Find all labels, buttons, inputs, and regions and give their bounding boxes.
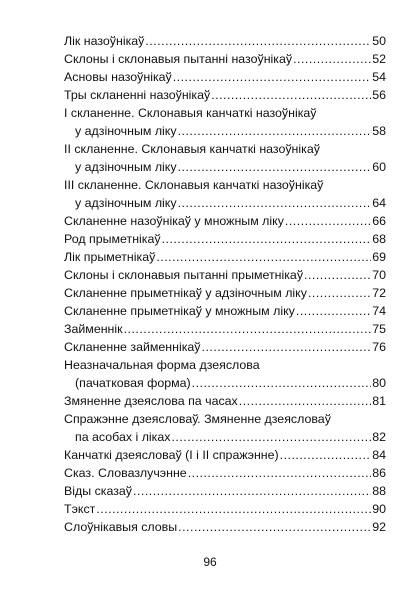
toc-entry-title-continued: па асобах і ліках	[75, 430, 171, 444]
toc-entry-title-continued: у адзіночным ліку	[75, 160, 177, 174]
toc-entry-title: Канчаткі дзеясловаў (І і ІІ спражэнне)	[64, 448, 279, 462]
toc-page-number: 90	[372, 502, 386, 516]
toc-page-number: 80	[372, 376, 386, 390]
toc-entry	[64, 248, 386, 266]
toc-page-number: 58	[372, 124, 386, 138]
toc-entry	[64, 176, 386, 212]
toc-entry	[64, 104, 386, 140]
toc-entry	[64, 482, 386, 500]
toc-page-number: 81	[372, 394, 386, 408]
toc-page-number: 64	[372, 196, 386, 210]
toc-dot-leader	[178, 194, 372, 212]
toc-dot-leader	[308, 284, 371, 302]
toc-dot-leader	[192, 374, 372, 392]
toc-page-number: 66	[372, 214, 386, 228]
toc-entry	[64, 518, 386, 536]
toc-dot-leader	[133, 482, 371, 500]
toc-entry-title: Склоны і склонавыя пытанні назоўнікаў	[64, 52, 293, 66]
toc-entry-title: Тэкст	[64, 502, 96, 516]
toc-entry	[64, 284, 386, 302]
toc-entry-title: Займеннік	[64, 322, 123, 336]
toc-dot-leader	[280, 446, 372, 464]
toc-dot-leader	[145, 32, 371, 50]
toc-entry	[64, 140, 386, 176]
toc-dot-leader	[285, 212, 371, 230]
toc-entry-title: Неазначальная форма дзеяслова	[64, 358, 260, 372]
toc-entry	[64, 392, 386, 410]
toc-dot-leader	[124, 320, 372, 338]
toc-entry-title: Лік назоўнікаў	[64, 34, 145, 48]
toc-entry	[64, 230, 386, 248]
toc-entry	[64, 86, 386, 104]
toc-dot-leader	[171, 428, 371, 446]
toc-page-number: 86	[372, 466, 386, 480]
toc-entry-title: Тры скланенні назоўнікаў	[64, 88, 211, 102]
toc-entry-continuation	[64, 428, 386, 446]
toc-entry-title: Скланенне назоўнікаў у множным ліку	[64, 214, 284, 228]
toc-dot-leader	[239, 392, 371, 410]
toc-entry	[64, 320, 386, 338]
toc-entry-title: Скланенне займеннікаў	[64, 340, 201, 354]
toc-entry	[64, 500, 386, 518]
toc-entry	[64, 50, 386, 68]
toc-entry-title: Склоны і склонавыя пытанні прыметнікаў	[64, 268, 304, 282]
toc-entry	[64, 266, 386, 284]
toc-dot-leader	[178, 122, 372, 140]
page-number: 96	[203, 555, 217, 569]
toc-entry-title: Скланенне прыметнікаў у множным ліку	[64, 304, 295, 318]
toc-entry	[64, 464, 386, 482]
toc-page-number: 72	[372, 286, 386, 300]
toc-page-number: 74	[372, 304, 386, 318]
toc-page-number: 92	[372, 520, 386, 534]
toc-entry-title-continued: у адзіночным ліку	[75, 196, 177, 210]
toc-entry	[64, 68, 386, 86]
toc-page-number: 69	[372, 250, 386, 264]
toc-entry	[64, 212, 386, 230]
toc-entry-title: Лік прыметнікаў	[64, 250, 156, 264]
toc-entry-title: Сказ. Словазлучэнне	[64, 466, 187, 480]
toc-dot-leader	[211, 86, 371, 104]
toc-entry-title: Спражэнне дзеясловаў. Змяненне дзеясловаў	[64, 412, 331, 426]
toc-entry-continuation	[64, 122, 386, 140]
toc-entry	[64, 302, 386, 320]
toc-entry	[64, 338, 386, 356]
table-of-contents	[64, 32, 386, 536]
toc-page-number: 68	[372, 232, 386, 246]
toc-dot-leader	[188, 464, 372, 482]
toc-entry-continuation	[64, 374, 386, 392]
toc-entry-title: Слоўнікавыя словы	[64, 520, 178, 534]
toc-dot-leader	[178, 158, 372, 176]
toc-entry-title: Скланенне прыметнікаў у адзіночным ліку	[64, 286, 307, 300]
toc-page-number: 70	[372, 268, 386, 282]
toc-dot-leader	[162, 230, 372, 248]
toc-dot-leader	[173, 68, 371, 86]
toc-page-number: 75	[372, 322, 386, 336]
toc-page-number: 60	[372, 160, 386, 174]
toc-entry-title: ІІ скланенне. Склонавыя канчаткі назоўнікаў	[64, 142, 320, 156]
toc-dot-leader	[178, 518, 371, 536]
toc-entry	[64, 356, 386, 392]
toc-page-number: 82	[372, 430, 386, 444]
toc-page-number: 88	[372, 484, 386, 498]
toc-dot-leader	[156, 248, 371, 266]
toc-dot-leader	[96, 500, 371, 518]
toc-entry	[64, 32, 386, 50]
toc-entry-title-continued: (пачатковая форма)	[75, 376, 191, 390]
toc-dot-leader	[293, 50, 371, 68]
toc-entry-title: Асновы назоўнікаў	[64, 70, 172, 84]
toc-entry-continuation	[64, 158, 386, 176]
toc-entry-continuation	[64, 194, 386, 212]
toc-dot-leader	[296, 302, 371, 320]
toc-entry-title: Род прыметнікаў	[64, 232, 161, 246]
toc-entry-title: ІІІ скланенне. Склонавыя канчаткі назоўнікаў	[64, 178, 324, 192]
toc-entry-title: І скланенне. Склонавыя канчаткі назоўнікаў	[64, 106, 317, 120]
toc-entry-title-continued: у адзіночным ліку	[75, 124, 177, 138]
toc-entry-title: Змяненне дзеяслова па часах	[64, 394, 238, 408]
toc-entry	[64, 446, 386, 464]
toc-page-number: 56	[372, 88, 386, 102]
toc-entry	[64, 410, 386, 446]
toc-dot-leader	[202, 338, 372, 356]
toc-dot-leader	[304, 266, 371, 284]
toc-page-number: 52	[372, 52, 386, 66]
toc-entry-title: Віды сказаў	[64, 484, 133, 498]
toc-page-number: 76	[372, 340, 386, 354]
toc-page-number: 54	[372, 70, 386, 84]
toc-page-number: 50	[372, 34, 386, 48]
toc-page-number: 84	[372, 448, 386, 462]
